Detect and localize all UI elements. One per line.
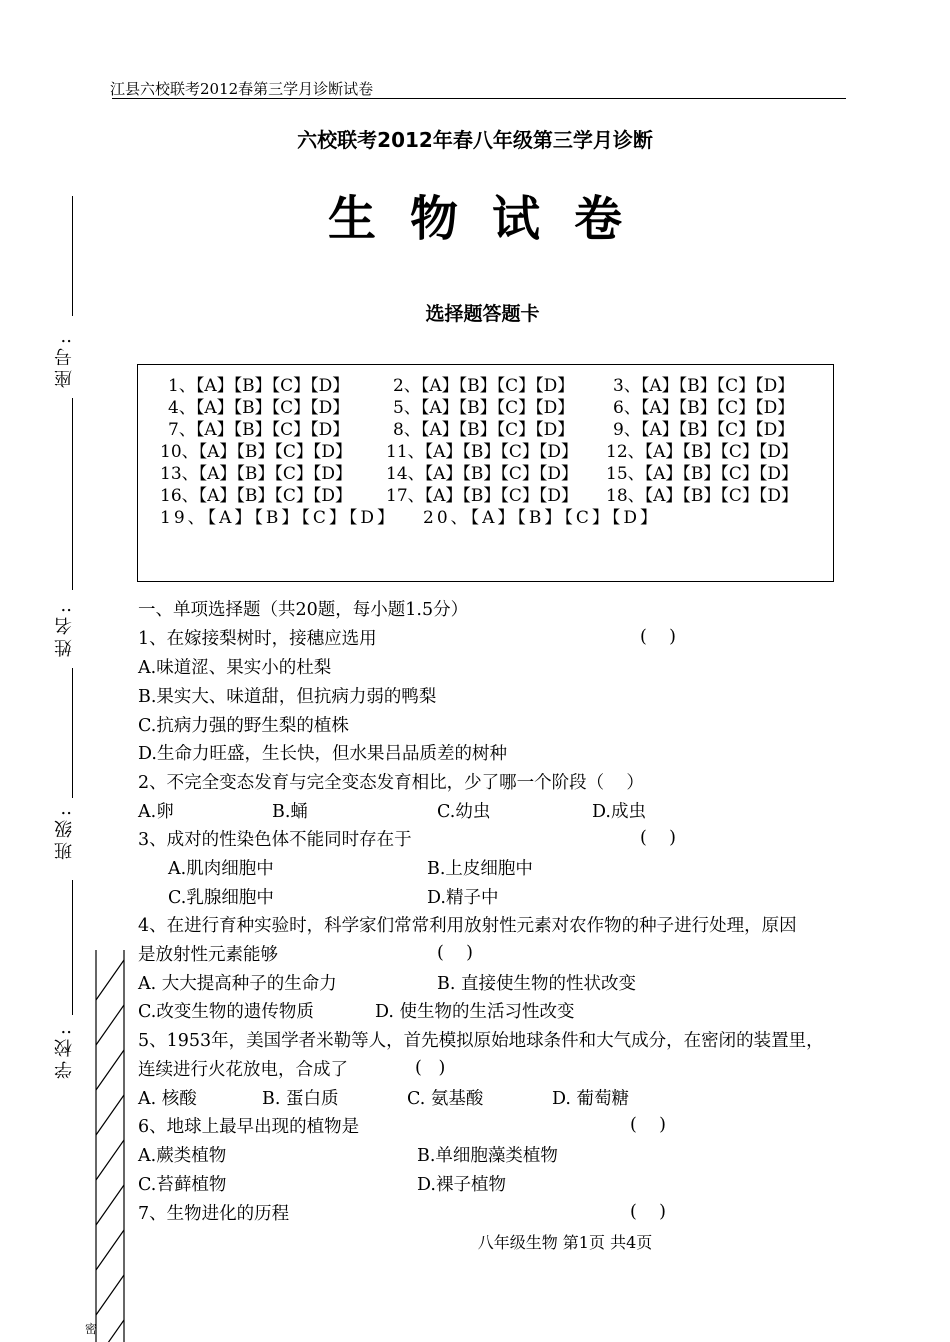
question-5-stem-line2: 连续进行火花放电，合成了 [138, 1060, 348, 1080]
question-1-option-b: B.果实大、味道甜，但抗病力弱的鸭梨 [138, 687, 437, 707]
class-write-line [72, 668, 73, 798]
seat-write-line [72, 196, 73, 316]
question-6-answer-blank: ( ) [630, 1115, 666, 1135]
question-1-option-a: A.味道涩、果实小的杜梨 [138, 658, 332, 678]
school-label: 学校: [54, 1025, 75, 1080]
answer-card-item: 8、【A】【B】【C】【D】 [393, 420, 575, 440]
answer-card-item: 2、【A】【B】【C】【D】 [393, 376, 575, 396]
question-5-answer-blank: ( ) [415, 1058, 446, 1078]
class-label: 班级: [54, 806, 75, 861]
seal-mark: 密 [85, 1322, 98, 1336]
question-3-option-d: D.精子中 [427, 888, 499, 908]
hatch-stroke [96, 1230, 124, 1270]
question-1-stem: 1、在嫁接梨树时，接穗应选用 [138, 629, 377, 649]
question-1-option-c: C.抗病力强的野生梨的植株 [138, 716, 349, 736]
answer-card-item: 4、【A】【B】【C】【D】 [168, 398, 350, 418]
answer-card-item: 5、【A】【B】【C】【D】 [393, 398, 575, 418]
answer-card [137, 364, 834, 582]
exam-title: 六校联考2012年春八年级第三学月诊断 [297, 128, 653, 152]
question-5-option-a: A. 核酸 [138, 1089, 197, 1109]
answer-card-item: 20、【A】【B】【C】【D】 [423, 508, 661, 528]
question-5-option-b: B. 蛋白质 [262, 1089, 339, 1109]
seal-line-hatch [88, 950, 128, 1342]
question-1-answer-blank: ( ) [640, 627, 676, 647]
question-2-stem: 2、不完全变态发育与完全变态发育相比，少了哪一个阶段（ ） [138, 773, 644, 793]
question-2-option-d: D.成虫 [592, 802, 646, 822]
page-header: 江县六校联考2012春第三学月诊断试卷 [110, 80, 374, 98]
question-6-option-b: B.单细胞藻类植物 [417, 1146, 558, 1166]
question-2-option-a: A.卵 [138, 802, 174, 822]
question-6-option-c: C.苔藓植物 [138, 1175, 227, 1195]
hatch-stroke [96, 1050, 124, 1090]
answer-card-row [138, 503, 828, 528]
header-rule [112, 98, 846, 99]
name-write-line [72, 398, 73, 590]
question-1-option-d: D.生命力旺盛，生长快，但水果吕品质差的树种 [138, 744, 507, 764]
answer-card-item: 10、【A】【B】【C】【D】 [160, 442, 353, 462]
question-4-option-b: B. 直接使生物的性状改变 [437, 974, 636, 994]
subject-title: 生物试卷 [327, 191, 656, 247]
answer-card-item: 14、【A】【B】【C】【D】 [386, 464, 579, 484]
question-7-answer-blank: ( ) [630, 1202, 666, 1222]
question-6-option-a: A.蕨类植物 [138, 1146, 227, 1166]
hatch-stroke [96, 1005, 124, 1045]
answer-card-item: 16、【A】【B】【C】【D】 [160, 486, 353, 506]
hatch-stroke [96, 1095, 124, 1135]
answer-card-item: 18、【A】【B】【C】【D】 [606, 486, 799, 506]
question-4-stem-line1: 4、在进行育种实验时，科学家们常常利用放射性元素对农作物的种子进行处理，原因 [138, 916, 797, 936]
answer-card-row [138, 393, 828, 418]
answer-card-item: 9、【A】【B】【C】【D】 [613, 420, 795, 440]
hatch-stroke [96, 1320, 124, 1342]
question-2-option-b: B.蛹 [272, 802, 308, 822]
answer-card-item: 6、【A】【B】【C】【D】 [613, 398, 795, 418]
page-footer: 八年级生物 第1页 共4页 [477, 1233, 653, 1252]
answer-card-row [138, 437, 828, 462]
question-3-option-b: B.上皮细胞中 [427, 859, 533, 879]
section-heading: 一、单项选择题（共20题，每小题1.5分） [138, 600, 469, 620]
question-5-stem-line1: 5、1953年，美国学者米勒等人，首先模拟原始地球条件和大气成分，在密闭的装置里， [138, 1031, 824, 1051]
answer-card-item: 7、【A】【B】【C】【D】 [168, 420, 350, 440]
question-4-option-c: C.改变生物的遗传物质 [138, 1002, 314, 1022]
school-write-line [72, 880, 73, 1015]
hatch-stroke [96, 1275, 124, 1315]
answer-card-row [138, 481, 828, 506]
answer-card-item: 13、【A】【B】【C】【D】 [160, 464, 353, 484]
question-6-option-d: D.裸子植物 [417, 1175, 506, 1195]
question-5-option-d: D. 葡萄糖 [552, 1089, 630, 1109]
question-3-option-a: A.肌肉细胞中 [168, 859, 274, 879]
answer-card-row [138, 415, 828, 440]
answer-card-title: 选择题答题卡 [425, 303, 540, 325]
answer-card-item: 12、【A】【B】【C】【D】 [606, 442, 799, 462]
question-3-stem: 3、成对的性染色体不能同时存在于 [138, 830, 412, 850]
question-3-answer-blank: ( ) [640, 828, 676, 848]
name-label: 姓名: [54, 603, 75, 658]
question-4-answer-blank: ( ) [437, 943, 473, 963]
question-4-option-d: D. 使生物的生活习性改变 [375, 1002, 575, 1022]
question-5-option-c: C. 氨基酸 [407, 1089, 484, 1109]
seat-label: 座号: [54, 334, 75, 389]
answer-card-row [138, 459, 828, 484]
answer-card-item: 15、【A】【B】【C】【D】 [606, 464, 799, 484]
answer-card-item: 17、【A】【B】【C】【D】 [386, 486, 579, 506]
hatch-stroke [96, 1185, 124, 1225]
question-4-option-a: A. 大大提高种子的生命力 [138, 974, 337, 994]
hatch-stroke [96, 960, 124, 1000]
answer-card-row [138, 371, 828, 396]
question-6-stem: 6、地球上最早出现的植物是 [138, 1117, 360, 1137]
question-7-stem: 7、生物进化的历程 [138, 1204, 290, 1224]
question-3-option-c: C.乳腺细胞中 [168, 888, 274, 908]
answer-card-item: 11、【A】【B】【C】【D】 [386, 442, 579, 462]
answer-card-item: 1、【A】【B】【C】【D】 [168, 376, 350, 396]
question-4-stem-line2: 是放射性元素能够 [138, 945, 278, 965]
answer-card-item: 19、【A】【B】【C】【D】 [160, 508, 398, 528]
question-2-option-c: C.幼虫 [437, 802, 491, 822]
answer-card-item: 3、【A】【B】【C】【D】 [613, 376, 795, 396]
hatch-stroke [96, 1140, 124, 1180]
